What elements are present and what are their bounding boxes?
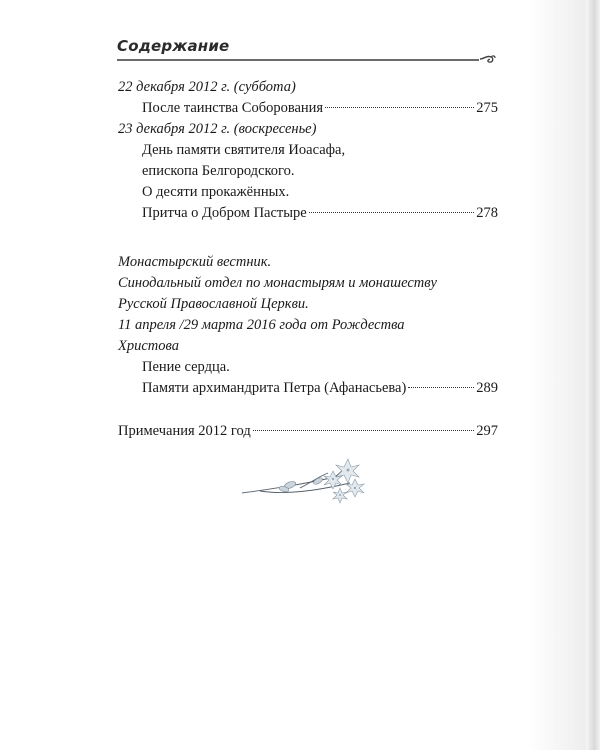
dot-leader <box>309 212 475 213</box>
toc-entry[interactable] <box>118 378 498 399</box>
toc-entry-line: епископа Белгородского. <box>142 163 295 179</box>
dot-leader <box>325 107 474 108</box>
toc-entry[interactable] <box>118 98 498 119</box>
toc-entry-title: Памяти архимандрита Петра (Афанасьева) <box>142 380 407 396</box>
toc-entry-line: О десяти прокажённых. <box>142 184 290 200</box>
toc-entry-notes[interactable] <box>118 421 498 442</box>
toc-entry-title: Примечания 2012 год <box>118 423 251 439</box>
dot-leader <box>408 387 474 388</box>
toc-entry-page: 278 <box>476 205 498 221</box>
toc-entry-page: 275 <box>476 100 498 116</box>
toc-section-heading-line: 11 апреля /29 марта 2016 года от Рождества <box>118 317 405 333</box>
toc-date-heading: 23 декабря 2012 г. (воскресенье) <box>118 121 317 137</box>
page-edge-shadow <box>586 0 600 750</box>
toc-entry-page: 289 <box>476 380 498 396</box>
flower-branch-icon <box>240 455 370 510</box>
spacer <box>118 224 498 252</box>
toc-entry-line: День памяти святителя Иоасафа, <box>142 142 346 158</box>
toc-entry-line: Пение сердца. <box>142 359 230 375</box>
dot-leader <box>253 430 475 431</box>
toc-entry-page: 297 <box>476 423 498 439</box>
toc-entry-title: После таинства Соборования <box>142 100 324 116</box>
toc-section-heading-line: Монастырский вестник. <box>118 254 272 270</box>
toc-entry-title: Притча о Добром Пастыре <box>142 205 307 221</box>
header-rule <box>117 59 479 61</box>
header-title: Содержание <box>117 37 230 55</box>
toc-date-heading: 22 декабря 2012 г. (суббота) <box>118 79 296 95</box>
toc-section-heading-line: Христова <box>118 338 179 354</box>
toc-entry[interactable] <box>118 203 498 224</box>
running-header <box>117 37 495 67</box>
toc-section-heading-line: Русской Православной Церкви. <box>118 296 309 312</box>
table-of-contents <box>118 77 498 442</box>
spacer <box>118 399 498 421</box>
toc-section-heading-line: Синодальный отдел по монастырям и монашеству <box>118 275 437 291</box>
header-ornament-icon <box>479 53 497 67</box>
